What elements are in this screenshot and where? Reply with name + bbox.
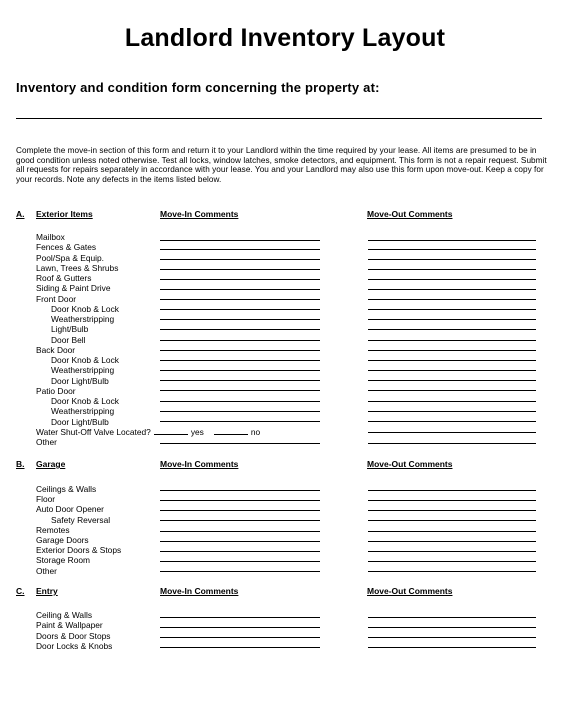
item-label: Door Knob & Lock (51, 303, 119, 314)
move-out-comment-line[interactable] (368, 350, 536, 351)
move-in-comment-line[interactable] (160, 240, 320, 241)
move-in-comment-line[interactable] (160, 637, 320, 638)
move-out-comment-line[interactable] (368, 627, 536, 628)
item-label: Floor (36, 494, 56, 505)
move-in-comment-line[interactable] (160, 360, 320, 361)
move-out-comment-line[interactable] (368, 421, 536, 422)
move-out-comment-line[interactable] (368, 401, 536, 402)
move-out-comment-line[interactable] (368, 443, 536, 444)
move-out-comment-line[interactable] (368, 561, 536, 562)
move-in-header: Move-In Comments (160, 459, 239, 469)
move-out-comment-line[interactable] (368, 520, 536, 521)
item-label: Pool/Spa & Equip. (36, 252, 104, 263)
move-in-comment-line[interactable] (160, 299, 320, 300)
move-out-comment-line[interactable] (368, 647, 536, 648)
valve-no-label: no (250, 426, 261, 437)
item-label: Patio Door (36, 385, 76, 396)
move-in-comment-line[interactable] (160, 350, 320, 351)
item-label: Mailbox (36, 232, 65, 242)
move-in-comment-line[interactable] (160, 411, 320, 412)
move-in-comment-line[interactable] (160, 309, 320, 310)
item-label: Other (36, 437, 57, 447)
move-in-comment-line[interactable] (160, 510, 320, 511)
move-in-comment-line[interactable] (160, 647, 320, 648)
item-label: Lawn, Trees & Shrubs (36, 262, 119, 273)
move-in-comment-line[interactable] (160, 571, 320, 572)
move-out-header: Move-Out Comments (367, 586, 453, 596)
move-in-comment-line[interactable] (160, 531, 320, 532)
item-label: Ceilings & Walls (36, 484, 97, 494)
move-in-comment-line[interactable] (160, 541, 320, 542)
move-out-comment-line[interactable] (368, 571, 536, 572)
move-in-comment-line[interactable] (160, 319, 320, 320)
move-in-comment-line[interactable] (160, 520, 320, 521)
item-label: Auto Door Opener (36, 504, 104, 515)
move-out-comment-line[interactable] (368, 249, 536, 250)
item-label: Paint & Wallpaper (36, 620, 103, 631)
item-label: Door Knob & Lock (51, 396, 119, 406)
move-in-header: Move-In Comments (160, 586, 239, 596)
item-label: Door Light/Bulb (51, 375, 109, 386)
move-in-comment-line[interactable] (160, 390, 320, 391)
move-in-comment-line[interactable] (160, 340, 320, 341)
page-title: Landlord Inventory Layout (124, 24, 446, 52)
item-label: Doors & Door Stops (36, 630, 111, 641)
move-out-comment-line[interactable] (368, 329, 536, 330)
move-out-comment-line[interactable] (368, 490, 536, 491)
form-subtitle: Inventory and condition form concerning the property at: (16, 80, 380, 95)
move-out-comment-line[interactable] (368, 390, 536, 391)
section-title: Exterior Items (36, 209, 93, 219)
move-out-comment-line[interactable] (368, 319, 536, 320)
move-out-comment-line[interactable] (368, 531, 536, 532)
move-out-comment-line[interactable] (368, 617, 536, 618)
item-label: Door Locks & Knobs (36, 640, 113, 651)
move-in-comment-line[interactable] (160, 370, 320, 371)
valve-no-blank[interactable] (214, 427, 248, 435)
move-out-comment-line[interactable] (368, 269, 536, 270)
item-label: Roof & Gutters (36, 273, 92, 283)
item-label (36, 427, 260, 437)
move-out-comment-line[interactable] (368, 289, 536, 290)
item-label: Ceiling & Walls (36, 610, 93, 620)
item-label: Weatherstripping (51, 365, 115, 376)
move-in-comment-line[interactable] (160, 627, 320, 628)
move-in-comment-line[interactable] (160, 490, 320, 491)
move-in-comment-line[interactable] (160, 249, 320, 250)
move-out-comment-line[interactable] (368, 279, 536, 280)
item-label: Light/Bulb (51, 324, 89, 335)
valve-question: Water Shut-Off Valve Located? (36, 426, 151, 437)
move-out-comment-line[interactable] (368, 240, 536, 241)
move-out-header: Move-Out Comments (367, 459, 453, 469)
instructions-paragraph: Complete the move-in section of this form and return it to your Landlord within the time required by your lease. All items are presumed to be in good condition unless noted otherwise. Test all locks, window latches, smoke detectors, and equipment. This form is not a repair request. Submit all requests for repairs separately in accordance with your lease. You and your Landlord may also use this form upon move-out. Keep a copy for your records. Note any defects in the items listed below. (16, 146, 547, 185)
move-out-comment-line[interactable] (368, 380, 536, 381)
section-title: Garage (36, 459, 66, 469)
item-label: Fences & Gates (36, 242, 97, 253)
move-out-comment-line[interactable] (368, 541, 536, 542)
item-label: Weatherstripping (51, 406, 115, 417)
move-in-comment-line[interactable] (160, 329, 320, 330)
item-label: Safety Reversal (51, 514, 111, 525)
move-in-comment-line[interactable] (160, 289, 320, 290)
section-letter: B. (16, 459, 25, 469)
move-in-comment-line[interactable] (160, 269, 320, 270)
item-label: Weatherstripping (51, 314, 115, 324)
move-in-comment-line[interactable] (160, 401, 320, 402)
item-label: Back Door (36, 344, 76, 355)
item-label: Storage Room (36, 555, 90, 566)
item-label: Door Light/Bulb (51, 416, 109, 427)
item-label: Door Knob & Lock (51, 355, 119, 365)
move-out-comment-line[interactable] (368, 432, 536, 433)
move-out-comment-line[interactable] (368, 259, 536, 260)
item-label: Other (36, 565, 57, 576)
item-label: Garage Doors (36, 535, 89, 545)
move-out-comment-line[interactable] (368, 500, 536, 501)
item-label: Exterior Doors & Stops (36, 545, 122, 556)
move-out-comment-line[interactable] (368, 309, 536, 310)
move-out-header: Move-Out Comments (367, 209, 453, 219)
move-in-comment-line[interactable] (160, 259, 320, 260)
move-in-comment-line[interactable] (160, 279, 320, 280)
move-in-comment-line[interactable] (160, 500, 320, 501)
item-label: Front Door (36, 293, 77, 304)
move-in-comment-line[interactable] (160, 380, 320, 381)
property-address-line[interactable] (16, 118, 542, 119)
valve-yes-label: yes (190, 426, 204, 437)
move-in-comment-line[interactable] (160, 561, 320, 562)
move-out-comment-line[interactable] (368, 299, 536, 300)
move-out-comment-line[interactable] (368, 510, 536, 511)
section-letter: C. (16, 586, 25, 596)
section-letter: A. (16, 209, 25, 219)
move-out-comment-line[interactable] (368, 360, 536, 361)
move-out-comment-line[interactable] (368, 411, 536, 412)
item-label: Remotes (36, 524, 70, 535)
move-out-comment-line[interactable] (368, 340, 536, 341)
move-in-comment-line[interactable] (160, 551, 320, 552)
valve-yes-blank[interactable] (154, 427, 188, 435)
move-in-comment-line[interactable] (160, 617, 320, 618)
move-out-comment-line[interactable] (368, 551, 536, 552)
item-label: Siding & Paint Drive (36, 283, 111, 294)
section-title: Entry (36, 586, 58, 596)
move-in-header: Move-In Comments (160, 209, 239, 219)
move-in-comment-line[interactable] (160, 443, 320, 444)
move-in-comment-line[interactable] (160, 421, 320, 422)
item-label: Door Bell (51, 334, 86, 345)
move-out-comment-line[interactable] (368, 370, 536, 371)
move-out-comment-line[interactable] (368, 637, 536, 638)
